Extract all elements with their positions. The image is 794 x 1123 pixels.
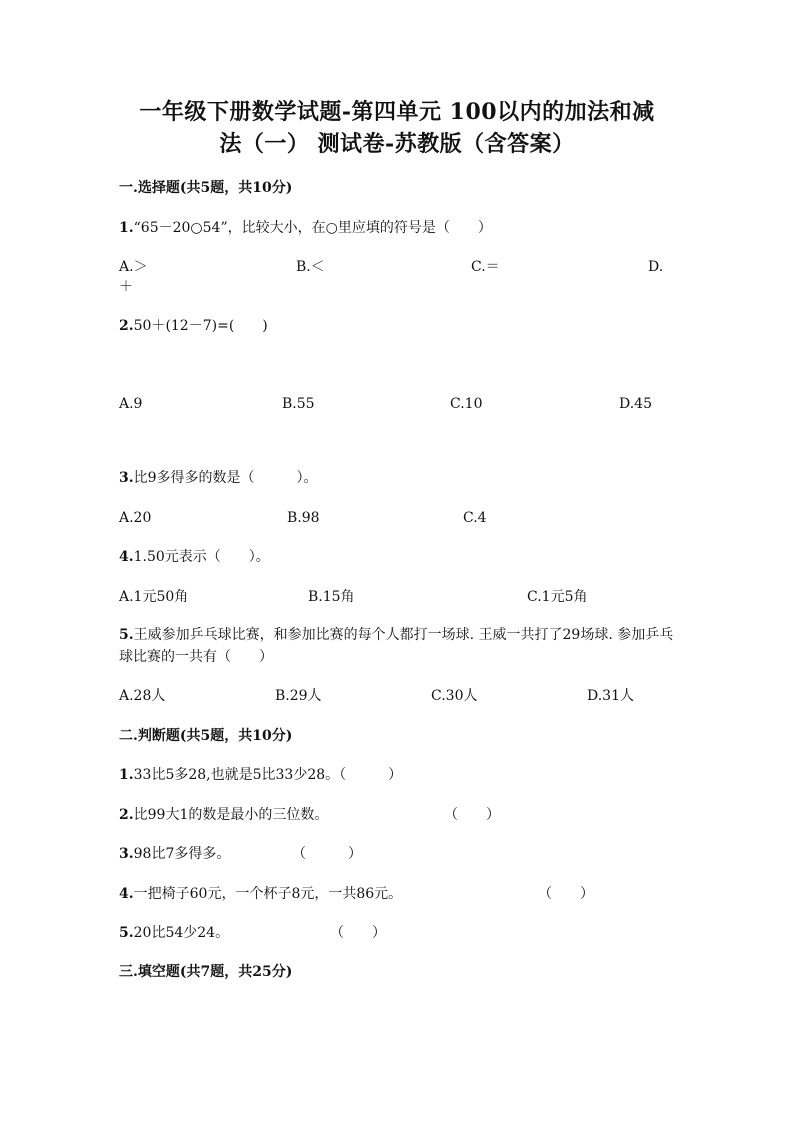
- question-text: 20比54少24。: [133, 925, 230, 941]
- choice-3-option-a: A.20: [119, 510, 152, 526]
- choice-4-option-b: B.15角: [308, 589, 355, 605]
- question-text: 一把椅子60元，一个杯子8元，一共86元。: [133, 886, 403, 902]
- question-number: 3.: [119, 470, 134, 486]
- choice-3-option-b: B.98: [287, 510, 320, 526]
- question-text: 50＋(12－7)=( ): [133, 318, 268, 334]
- section-heading-choice: 一.选择题(共5题，共10分): [119, 180, 293, 196]
- judge-question-4: [119, 884, 402, 904]
- judge-4-answer-blank: （ ）: [538, 886, 594, 902]
- judge-question-5: [119, 923, 229, 943]
- choice-1-option-a: A.＞: [119, 259, 148, 275]
- question-number: 4.: [119, 886, 134, 902]
- choice-5-option-d: D.31人: [587, 688, 634, 704]
- question-number: 5.: [119, 627, 134, 643]
- judge-question-2: [119, 805, 328, 825]
- choice-2-option-d: D.45: [619, 396, 652, 412]
- judge-5-answer-blank: （ ）: [330, 925, 386, 941]
- choice-2-option-a: A.9: [119, 396, 143, 412]
- choice-question-2: [119, 316, 268, 336]
- title-line-2: 法（一） 测试卷-苏教版（含答案）: [219, 131, 575, 157]
- question-text: 98比7多得多。: [133, 846, 231, 862]
- choice-1-option-d: D.: [648, 259, 664, 275]
- question-number: 3.: [119, 846, 134, 862]
- choice-question-4: [119, 547, 270, 567]
- question-text: 比9多得多的数是（ ）。: [133, 470, 318, 486]
- question-number: 1.: [119, 767, 134, 783]
- choice-question-5: [119, 624, 679, 668]
- judge-question-1: [119, 765, 402, 785]
- choice-5-option-c: C.30人: [431, 688, 478, 704]
- judge-3-answer-blank: （ ）: [292, 846, 362, 862]
- question-number: 5.: [119, 925, 134, 941]
- page-title: [100, 96, 694, 160]
- choice-4-option-c: C.1元5角: [527, 589, 588, 605]
- choice-question-3: [119, 468, 318, 488]
- question-number: 1.: [119, 220, 134, 236]
- question-number: 4.: [119, 549, 134, 565]
- judge-2-answer-blank: （ ）: [444, 807, 500, 823]
- title-line-1: 一年级下册数学试题-第四单元 100以内的加法和减: [139, 99, 655, 125]
- choice-5-option-a: A.28人: [119, 688, 166, 704]
- question-text: 1.50元表示（ ）。: [133, 549, 270, 565]
- choice-1-option-d-symbol: ＋: [119, 279, 133, 295]
- question-number: 2.: [119, 807, 134, 823]
- choice-5-option-b: B.29人: [275, 688, 322, 704]
- question-text: 33比5多28,也就是5比33少28。（ ）: [133, 767, 403, 783]
- judge-question-3: [119, 844, 230, 864]
- choice-1-option-b: B.＜: [296, 259, 325, 275]
- choice-3-option-c: C.4: [463, 510, 487, 526]
- question-number: 2.: [119, 318, 134, 334]
- question-text: 比99大1的数是最小的三位数。: [133, 807, 329, 823]
- question-text: “65－20○54”，比较大小，在○里应填的符号是（ ）: [133, 220, 492, 236]
- choice-2-option-c: C.10: [450, 396, 483, 412]
- choice-1-option-c: C.＝: [471, 259, 500, 275]
- choice-2-option-b: B.55: [282, 396, 315, 412]
- choice-question-1: [119, 218, 492, 238]
- section-heading-fill: 三.填空题(共7题，共25分): [119, 964, 293, 980]
- section-heading-judge: 二.判断题(共5题，共10分): [119, 728, 293, 744]
- choice-4-option-a: A.1元50角: [119, 589, 189, 605]
- question-text: 王威参加乒乓球比赛，和参加比赛的每个人都打一场球. 王威一共打了29场球. 参加乒乓球比赛的一共有（ ）: [119, 627, 674, 665]
